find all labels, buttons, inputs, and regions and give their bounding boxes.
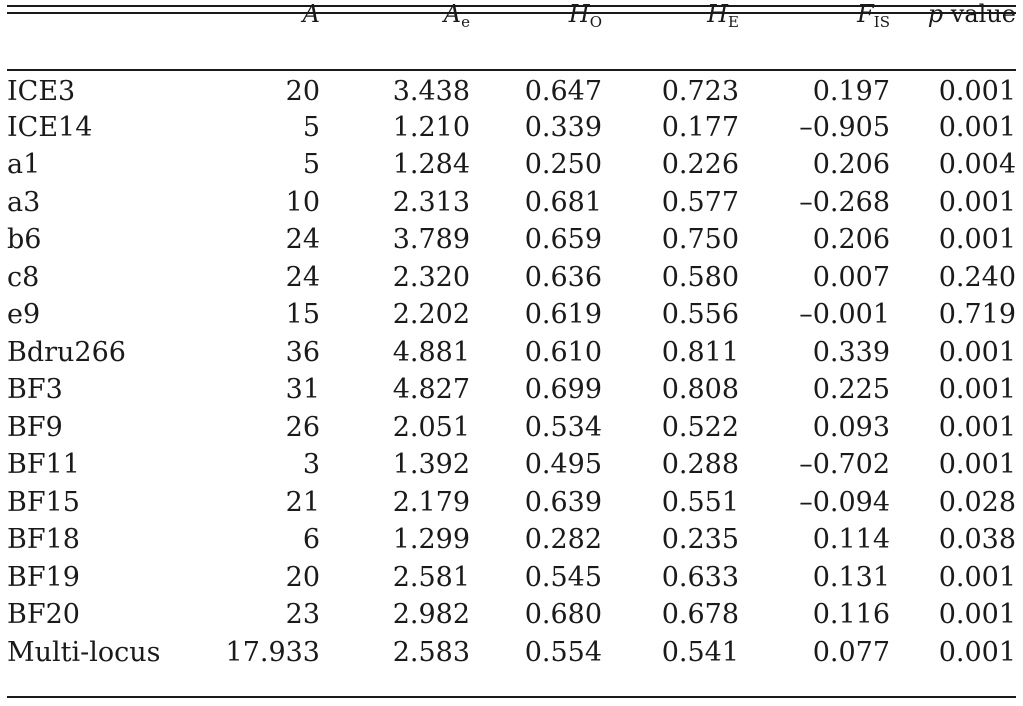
cell-he: 0.811 (661, 336, 739, 368)
cell-p: 0.719 (938, 299, 1016, 331)
cell-he: 0.177 (661, 111, 739, 143)
cell-he: 0.556 (661, 299, 739, 331)
cell-he: 0.723 (661, 76, 739, 108)
table-row (7, 409, 1016, 447)
cell-locus: BF11 (7, 449, 80, 481)
cell-ae: 1.210 (392, 111, 470, 143)
cell-p: 0.001 (938, 411, 1016, 443)
cell-locus: ICE3 (7, 76, 76, 108)
cell-locus: BF9 (7, 411, 63, 443)
cell-p: 0.028 (938, 486, 1016, 518)
table-row (7, 484, 1016, 522)
cell-a: 36 (285, 336, 320, 368)
cell-ho: 0.534 (524, 411, 602, 443)
cell-p: 0.001 (938, 224, 1016, 256)
cell-he: 0.633 (661, 561, 739, 593)
cell-locus: b6 (7, 224, 42, 256)
column-header-symbol: A (302, 0, 320, 28)
cell-a: 23 (285, 599, 320, 631)
cell-ae: 3.789 (392, 224, 470, 256)
cell-fis: 0.225 (812, 374, 890, 406)
cell-p: 0.001 (938, 599, 1016, 631)
cell-fis: –0.094 (799, 486, 890, 518)
cell-ho: 0.619 (524, 299, 602, 331)
cell-locus: BF18 (7, 524, 80, 556)
table-row (7, 634, 1016, 672)
cell-a: 21 (285, 486, 320, 518)
cell-ae: 2.583 (392, 636, 470, 668)
genetic-diversity-table (7, 0, 1016, 671)
cell-p: 0.240 (938, 261, 1016, 293)
cell-a: 3 (302, 449, 320, 481)
cell-ae: 2.320 (392, 261, 470, 293)
cell-locus: BF3 (7, 374, 63, 406)
cell-ho: 0.610 (524, 336, 602, 368)
cell-p: 0.001 (938, 561, 1016, 593)
cell-locus: Bdru266 (7, 336, 126, 368)
cell-he: 0.522 (661, 411, 739, 443)
table-body (7, 71, 1016, 671)
cell-fis: 0.007 (812, 261, 890, 293)
cell-fis: –0.905 (799, 111, 890, 143)
header-row (7, 0, 1016, 71)
table-row (7, 596, 1016, 634)
cell-ae: 4.827 (392, 374, 470, 406)
cell-ho: 0.636 (524, 261, 602, 293)
column-header-symbol: A (443, 0, 462, 28)
table-row (7, 146, 1016, 184)
cell-locus: BF19 (7, 561, 80, 593)
cell-a: 17.933 (225, 636, 320, 668)
cell-a: 24 (285, 261, 320, 293)
cell-p: 0.001 (938, 111, 1016, 143)
cell-ho: 0.554 (524, 636, 602, 668)
cell-locus: c8 (7, 261, 40, 293)
cell-ae: 1.284 (392, 149, 470, 181)
cell-fis: 0.339 (812, 336, 890, 368)
cell-a: 20 (285, 76, 320, 108)
cell-he: 0.226 (661, 149, 739, 181)
column-header-locus (7, 0, 225, 71)
table-row (7, 446, 1016, 484)
column-header-subscript: E (728, 13, 739, 31)
column-header-subscript: IS (873, 13, 890, 31)
cell-ho: 0.639 (524, 486, 602, 518)
column-header-p (890, 0, 1016, 71)
cell-ae: 4.881 (392, 336, 470, 368)
cell-a: 26 (285, 411, 320, 443)
cell-ho: 0.545 (524, 561, 602, 593)
table-row (7, 184, 1016, 222)
cell-he: 0.541 (661, 636, 739, 668)
column-header-symbol: F (857, 0, 874, 28)
cell-he: 0.235 (661, 524, 739, 556)
table-row (7, 109, 1016, 147)
cell-p: 0.004 (938, 149, 1016, 181)
cell-ho: 0.681 (524, 186, 602, 218)
cell-a: 5 (302, 149, 320, 181)
cell-ae: 2.982 (392, 599, 470, 631)
cell-locus: BF15 (7, 486, 80, 518)
cell-ho: 0.250 (524, 149, 602, 181)
column-header-ho (470, 0, 602, 71)
cell-ho: 0.282 (524, 524, 602, 556)
cell-p: 0.001 (938, 186, 1016, 218)
column-header-he (602, 0, 739, 71)
cell-ae: 3.438 (392, 76, 470, 108)
cell-ae: 2.202 (392, 299, 470, 331)
cell-a: 20 (285, 561, 320, 593)
cell-he: 0.750 (661, 224, 739, 256)
cell-fis: –0.702 (799, 449, 890, 481)
cell-a: 15 (285, 299, 320, 331)
cell-he: 0.678 (661, 599, 739, 631)
cell-fis: 0.116 (812, 599, 890, 631)
cell-he: 0.551 (661, 486, 739, 518)
cell-ae: 1.392 (392, 449, 470, 481)
cell-a: 24 (285, 224, 320, 256)
table-row (7, 71, 1016, 109)
cell-fis: –0.268 (799, 186, 890, 218)
column-header-ae (320, 0, 470, 71)
column-header-symbol: H (568, 0, 590, 28)
cell-a: 31 (285, 374, 320, 406)
cell-ho: 0.659 (524, 224, 602, 256)
column-header-fis (739, 0, 890, 71)
cell-he: 0.577 (661, 186, 739, 218)
cell-he: 0.288 (661, 449, 739, 481)
cell-ho: 0.339 (524, 111, 602, 143)
cell-ho: 0.680 (524, 599, 602, 631)
cell-p: 0.001 (938, 76, 1016, 108)
cell-fis: 0.197 (812, 76, 890, 108)
cell-p: 0.001 (938, 374, 1016, 406)
column-header-suffix: value (943, 0, 1016, 28)
cell-fis: 0.131 (812, 561, 890, 593)
bottom-rule (7, 696, 1016, 698)
cell-locus: a1 (7, 149, 41, 181)
cell-locus: ICE14 (7, 111, 93, 143)
cell-ae: 2.179 (392, 486, 470, 518)
cell-locus: BF20 (7, 599, 80, 631)
table-row (7, 334, 1016, 372)
cell-p: 0.038 (938, 524, 1016, 556)
column-header-a (225, 0, 320, 71)
cell-fis: 0.114 (812, 524, 890, 556)
cell-ho: 0.495 (524, 449, 602, 481)
table-row (7, 521, 1016, 559)
cell-locus: a3 (7, 186, 41, 218)
cell-he: 0.808 (661, 374, 739, 406)
cell-fis: 0.206 (812, 224, 890, 256)
column-header-symbol: H (707, 0, 729, 28)
column-header-subscript: O (589, 13, 602, 31)
cell-fis: 0.077 (812, 636, 890, 668)
cell-locus: e9 (7, 299, 41, 331)
cell-ae: 1.299 (392, 524, 470, 556)
cell-ae: 2.313 (392, 186, 470, 218)
cell-he: 0.580 (661, 261, 739, 293)
cell-p: 0.001 (938, 336, 1016, 368)
cell-ae: 2.051 (392, 411, 470, 443)
cell-ae: 2.581 (392, 561, 470, 593)
cell-p: 0.001 (938, 636, 1016, 668)
cell-ho: 0.699 (524, 374, 602, 406)
table-row (7, 371, 1016, 409)
cell-a: 6 (302, 524, 320, 556)
column-header-subscript: e (461, 13, 470, 31)
cell-ho: 0.647 (524, 76, 602, 108)
table-row (7, 259, 1016, 297)
cell-p: 0.001 (938, 449, 1016, 481)
cell-a: 5 (302, 111, 320, 143)
cell-fis: –0.001 (799, 299, 890, 331)
cell-fis: 0.093 (812, 411, 890, 443)
table-row (7, 221, 1016, 259)
cell-a: 10 (285, 186, 320, 218)
table-row (7, 296, 1016, 334)
column-header-symbol: p (927, 0, 944, 28)
table-row (7, 559, 1016, 597)
cell-fis: 0.206 (812, 149, 890, 181)
cell-locus: Multi-locus (7, 636, 161, 668)
